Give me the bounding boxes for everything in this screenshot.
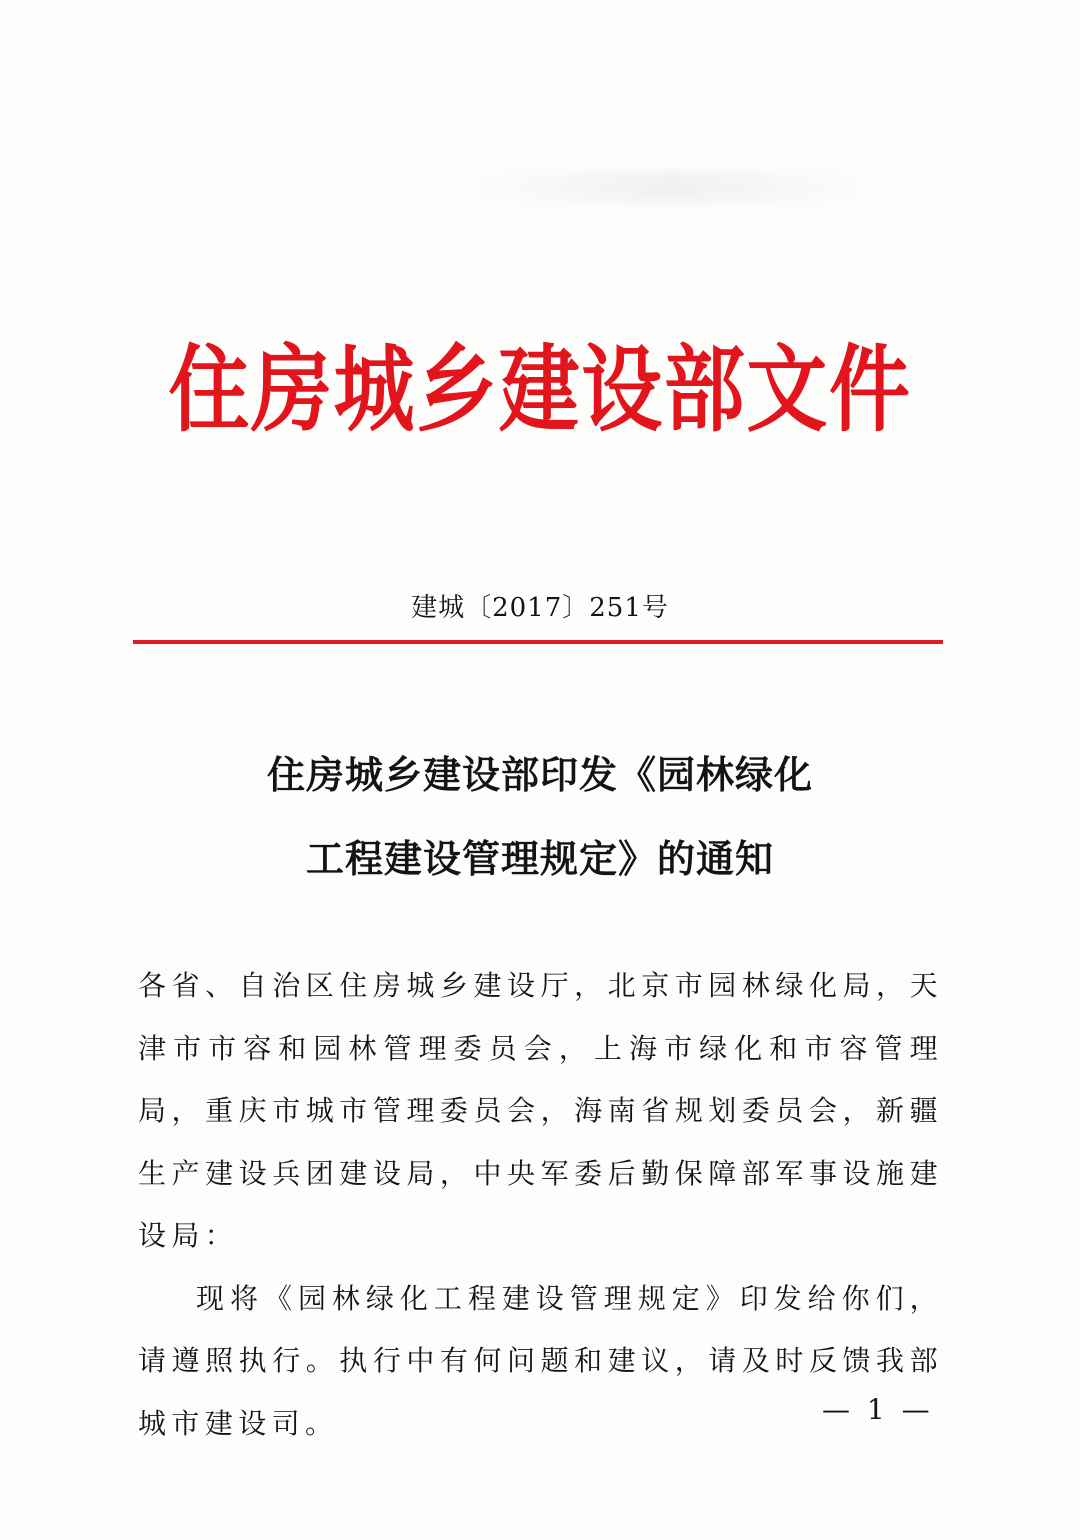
recipients-paragraph: 各省、自治区住房城乡建设厅，北京市园林绿化局，天津市市容和园林管理委员会，上海市绿化和市容管理局，重庆市城市管理委员会，海南省规划委员会，新疆生产建设兵团建设局，中央军委后勤保障部军事设施建设局： (138, 969, 943, 1252)
body-paragraph: 现将《园林绿化工程建设管理规定》印发给你们，请遵照执行。执行中有何问题和建议，请及时反馈我部城市建设司。 (138, 1281, 943, 1440)
document-number: 建城〔2017〕251号 (411, 593, 669, 623)
red-divider-line (133, 640, 943, 644)
notice-title-line-2: 工程建设管理规定》的通知 (305, 836, 774, 881)
document-header: 住房城乡建设部文件 (168, 335, 912, 445)
scan-shadow (460, 172, 880, 202)
page-number: — 1 — (822, 1393, 934, 1426)
notice-body (138, 955, 943, 1455)
notice-title-line-1: 住房城乡建设部印发《园林绿化 (266, 752, 813, 797)
